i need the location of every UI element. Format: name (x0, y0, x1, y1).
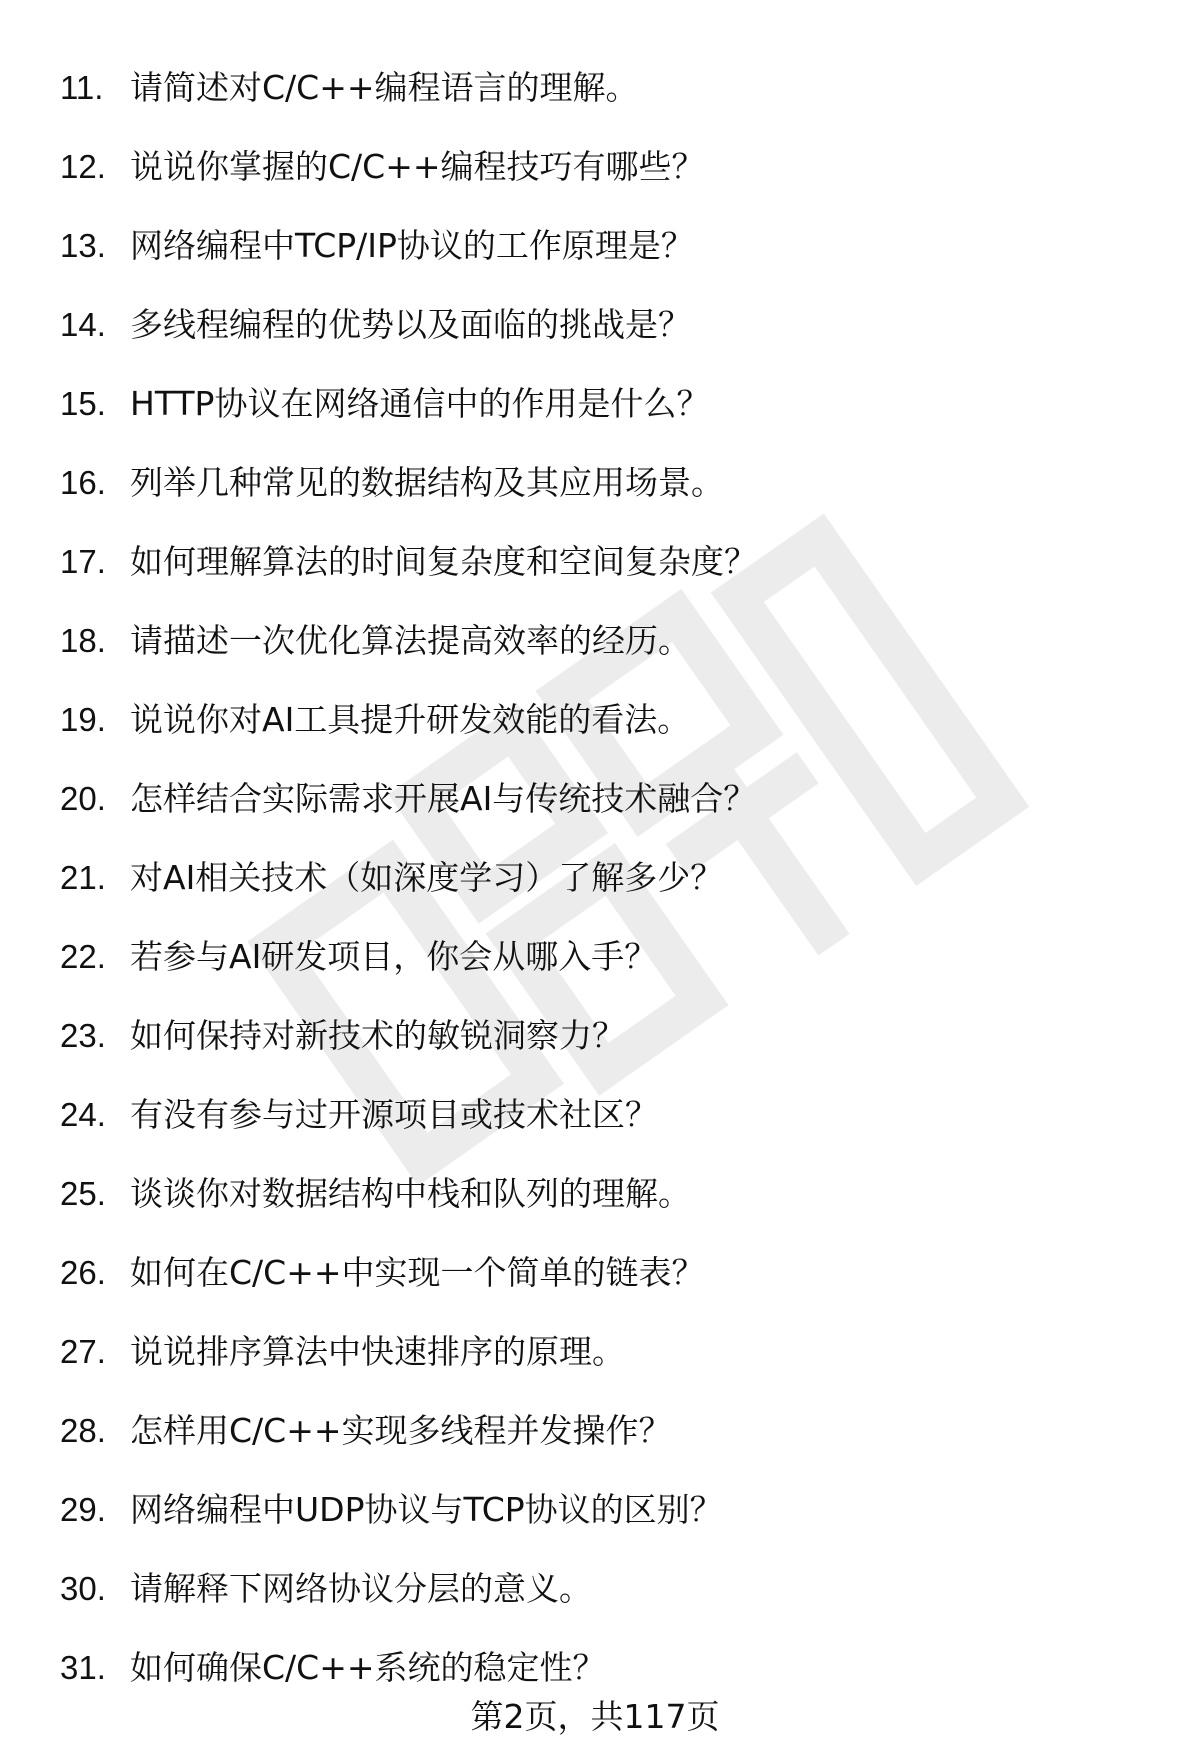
question-text: 网络编程中TCP/IP协议的工作原理是？ (130, 226, 694, 265)
question-item (60, 522, 757, 601)
question-number: 24. (60, 1096, 106, 1133)
question-text: 请解释下网络协议分层的意义。 (130, 1569, 592, 1608)
question-text: 请描述一次优化算法提高效率的经历。 (130, 621, 691, 660)
question-item (60, 1154, 757, 1233)
question-text: 请简述对C/C++编程语言的理解。 (130, 68, 639, 107)
question-number: 21. (60, 859, 106, 896)
question-text: 列举几种常见的数据结构及其应用场景。 (130, 463, 724, 502)
question-number: 18. (60, 622, 106, 659)
question-item (60, 1233, 757, 1312)
question-item (60, 996, 757, 1075)
question-text: 网络编程中UDP协议与TCP协议的区别？ (130, 1490, 723, 1529)
question-item (60, 1470, 757, 1549)
question-text: 谈谈你对数据结构中栈和队列的理解。 (130, 1174, 691, 1213)
question-number: 16. (60, 464, 106, 501)
question-item (60, 443, 757, 522)
question-item (60, 601, 757, 680)
question-text: 说说你掌握的C/C++编程技巧有哪些？ (130, 147, 705, 186)
question-item (60, 917, 757, 996)
question-number: 12. (60, 148, 106, 185)
question-number: 31. (60, 1649, 106, 1686)
question-number: 11. (60, 69, 104, 106)
question-text: 对AI相关技术（如深度学习）了解多少？ (130, 858, 724, 897)
question-number: 30. (60, 1570, 106, 1607)
question-text: 如何保持对新技术的敏锐洞察力？ (130, 1016, 625, 1055)
question-text: 说说你对AI工具提升研发效能的看法。 (130, 700, 691, 739)
question-item (60, 48, 757, 127)
question-text: 多线程编程的优势以及面临的挑战是？ (130, 305, 691, 344)
question-number: 25. (60, 1175, 106, 1212)
question-number: 14. (60, 306, 106, 343)
question-text: 有没有参与过开源项目或技术社区？ (130, 1095, 658, 1134)
question-text: 如何在C/C++中实现一个简单的链表？ (130, 1253, 705, 1292)
question-item (60, 285, 757, 364)
question-number: 22. (60, 938, 106, 975)
question-number: 20. (60, 780, 106, 817)
question-item (60, 1628, 757, 1707)
question-text: 怎样用C/C++实现多线程并发操作？ (130, 1411, 672, 1450)
question-item (60, 206, 757, 285)
question-item (60, 1549, 757, 1628)
question-number: 29. (60, 1491, 106, 1528)
question-item (60, 838, 757, 917)
question-item (60, 127, 757, 206)
question-number: 13. (60, 227, 106, 264)
question-item (60, 1075, 757, 1154)
question-item (60, 364, 757, 443)
question-number: 17. (60, 543, 106, 580)
question-text: 说说排序算法中快速排序的原理。 (130, 1332, 625, 1371)
question-item (60, 680, 757, 759)
question-text: 若参与AI研发项目，你会从哪入手？ (130, 937, 658, 976)
question-number: 15. (60, 385, 106, 422)
question-text: HTTP协议在网络通信中的作用是什么？ (130, 384, 710, 423)
question-number: 26. (60, 1254, 106, 1291)
question-number: 27. (60, 1333, 106, 1370)
question-number: 19. (60, 701, 106, 738)
question-number: 28. (60, 1412, 106, 1449)
question-text: 如何确保C/C++系统的稳定性？ (130, 1648, 606, 1687)
question-list (60, 48, 757, 1707)
page-number-footer: 第2页，共117页 (470, 1697, 720, 1736)
question-text: 如何理解算法的时间复杂度和空间复杂度？ (130, 542, 757, 581)
question-item (60, 1312, 757, 1391)
question-item (60, 759, 757, 838)
question-number: 23. (60, 1017, 106, 1054)
question-text: 怎样结合实际需求开展AI与传统技术融合？ (130, 779, 757, 818)
question-item (60, 1391, 757, 1470)
